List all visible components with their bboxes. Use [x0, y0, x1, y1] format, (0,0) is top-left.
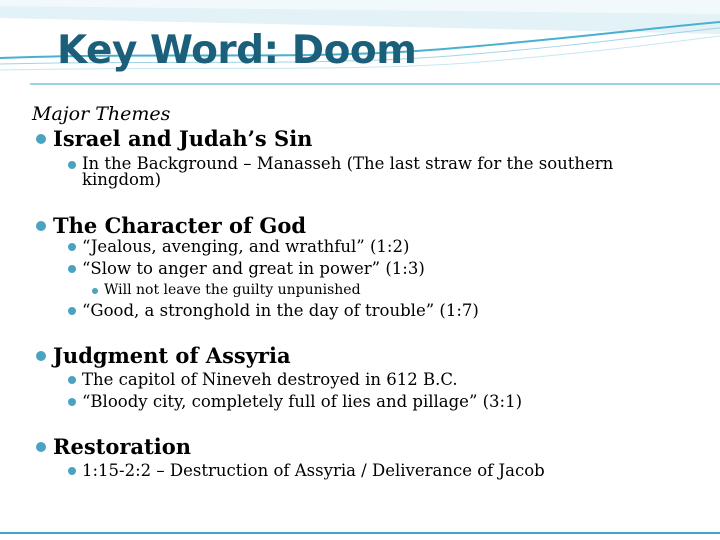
bullet-icon	[92, 288, 98, 294]
point-slow-to-anger	[82, 259, 425, 278]
point-stronghold	[82, 301, 479, 320]
point-text: “Good, a stronghold in the day of trouble” (1:7)	[82, 301, 479, 320]
bullet-icon	[68, 467, 76, 475]
bullet-icon	[68, 376, 76, 384]
section-heading-text: Judgment of Assyria	[53, 343, 291, 368]
point-background-manasseh	[82, 156, 613, 188]
bullet-icon	[68, 265, 76, 273]
section-heading-text: The Character of God	[53, 213, 307, 238]
subpoint-text: Will not leave the guilty unpunished	[104, 282, 361, 298]
bullet-icon	[36, 442, 46, 452]
bullet-icon	[68, 243, 76, 251]
section-heading-judgment-of-assyria	[53, 343, 291, 368]
section-heading-restoration	[53, 434, 191, 459]
slide-title: Key Word: Doom	[57, 28, 417, 73]
bullet-icon	[68, 161, 76, 169]
point-text: “Bloody city, completely full of lies and pillage” (3:1)	[82, 392, 523, 411]
point-destruction-deliverance	[82, 461, 545, 480]
point-jealous-avenging	[82, 237, 409, 256]
subpoint-guilty-unpunished	[104, 282, 361, 298]
point-text-line-1: In the Background – Manasseh (The last straw for the southern	[82, 154, 614, 173]
section-heading-character-of-god	[53, 213, 306, 238]
point-text: “Jealous, avenging, and wrathful” (1:2)	[82, 237, 410, 256]
bullet-icon	[36, 351, 46, 361]
slide-subtitle: Major Themes	[32, 103, 171, 125]
bullet-icon	[36, 134, 46, 144]
point-text-line-2: kingdom)	[82, 170, 162, 189]
footer-divider	[0, 532, 720, 534]
section-heading-israel-judah-sin	[53, 126, 312, 151]
bullet-icon	[36, 221, 46, 231]
point-nineveh-destroyed	[82, 370, 458, 389]
bullet-icon	[68, 307, 76, 315]
point-text: “Slow to anger and great in power” (1:3)	[82, 259, 425, 278]
point-bloody-city	[82, 392, 522, 411]
section-heading-text: Restoration	[53, 434, 191, 459]
point-text: 1:15-2:2 – Destruction of Assyria / Deliverance of Jacob	[82, 461, 545, 480]
section-heading-text: Israel and Judah’s Sin	[53, 126, 313, 151]
bullet-icon	[68, 398, 76, 406]
point-text: The capitol of Nineveh destroyed in 612 B.C.	[82, 370, 458, 389]
